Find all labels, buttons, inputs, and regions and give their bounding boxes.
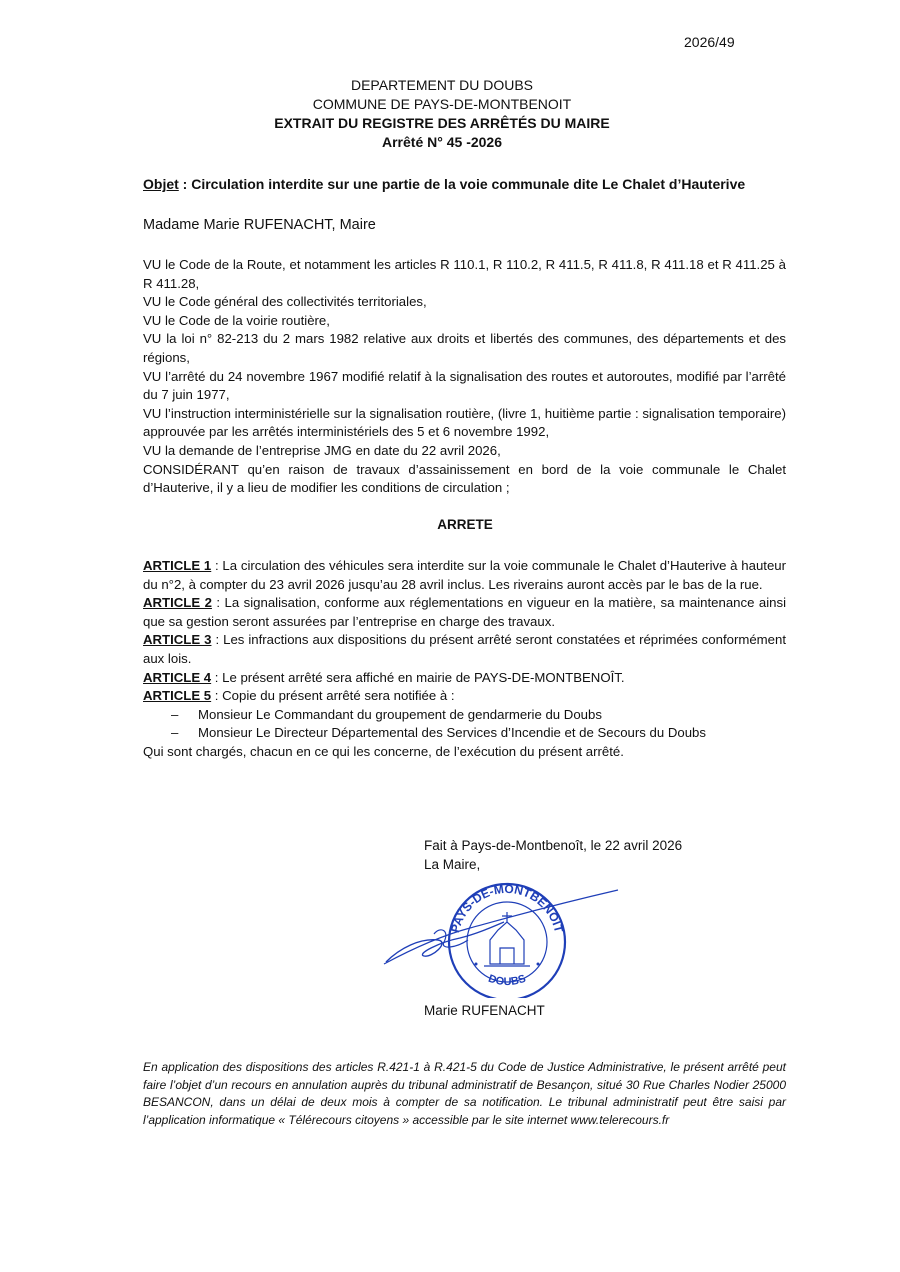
article-text: : Copie du présent arrêté sera notifiée à : bbox=[211, 688, 455, 704]
vu-item: VU le Code de la Route, et notamment les articles R 110.1, R 110.2, R 411.5, R 411.8, R 411.18 et R 411.25 à R 411.28, bbox=[143, 257, 786, 291]
svg-text:PAYS-DE-MONTBENOIT bbox=[448, 882, 566, 935]
vu-item: VU la demande de l’entreprise JMG en date du 22 avril 2026, bbox=[143, 442, 501, 458]
signature-place-date bbox=[424, 836, 682, 874]
svg-text:DOUBS bbox=[487, 973, 528, 988]
recipient-item bbox=[143, 724, 786, 743]
recipient-text: Monsieur Le Directeur Départemental des Services d’Incendie et de Secours du Doubs bbox=[198, 725, 706, 741]
stamp-emblem-icon bbox=[484, 912, 530, 966]
articles-block bbox=[143, 557, 786, 762]
article-2 bbox=[143, 594, 786, 631]
legal-notice: En application des dispositions des articles R.421-1 à R.421-5 du Code de Justice Administrative, le présent arrêté peut faire l’objet d’un recours en annulation auprès du tribunal administratif de Besançon, situé 30 Rue Charles Nodier 25000 BESANCON, dans un délai de deux mois à compter de sa notification. Le tribunal administratif peut être saisi par l’application informatique « Télérecours citoyens » accessible par le site internet www.telerecours.fr bbox=[143, 1060, 786, 1127]
recipients-list bbox=[143, 706, 786, 743]
objet-line bbox=[143, 176, 793, 192]
vu-item: VU l’arrêté du 24 novembre 1967 modifié relatif à la signalisation des routes et autoroutes, modifié par l’arrêté du 7 juin 1977, bbox=[143, 368, 786, 403]
article-label: ARTICLE 5 bbox=[143, 688, 212, 704]
article-4 bbox=[143, 669, 786, 688]
article-label: ARTICLE 2 bbox=[143, 595, 212, 611]
header-commune: COMMUNE DE PAYS-DE-MONTBENOIT bbox=[312, 96, 572, 112]
document-reference: 2026/49 bbox=[684, 34, 735, 50]
vu-item: VU l’instruction interministérielle sur la signalisation routière, (livre 1, huitième partie : signalisation temporaire) approuvée par les arrêtés interministériels des 5 et 6 novembre 1992, bbox=[143, 405, 786, 440]
objet-separator: : bbox=[178, 176, 192, 192]
article-1 bbox=[143, 557, 786, 594]
official-stamp-seal bbox=[380, 878, 630, 998]
vu-item: VU la loi n° 82-213 du 2 mars 1982 relative aux droits et libertés des communes, des départements et des régions, bbox=[143, 331, 786, 365]
recipient-item bbox=[143, 706, 786, 725]
article-text: : Le présent arrêté sera affiché en mairie de PAYS-DE-MONTBENOÎT. bbox=[211, 669, 625, 685]
maire-title: La Maire, bbox=[424, 857, 481, 872]
maire-line: Madame Marie RUFENACHT, Maire bbox=[143, 217, 376, 233]
signature-stroke bbox=[386, 922, 504, 962]
signature-stamp-area bbox=[380, 878, 630, 998]
closing-line: Qui sont chargés, chacun en ce qui les concerne, de l’exécution du présent arrêté. bbox=[143, 743, 624, 759]
article-label: ARTICLE 1 bbox=[143, 558, 212, 573]
article-text: : Les infractions aux dispositions du présent arrêté seront constatées et réprimées conformément aux lois. bbox=[143, 632, 786, 666]
header-arrete-number: Arrêté N° 45 -2026 bbox=[382, 134, 502, 150]
dash-bullet: – bbox=[171, 725, 179, 741]
dash-bullet: – bbox=[171, 706, 179, 722]
arrete-title: ARRETE bbox=[437, 517, 493, 532]
article-5 bbox=[143, 687, 786, 706]
vu-block bbox=[143, 256, 786, 498]
article-label: ARTICLE 3 bbox=[143, 632, 212, 648]
objet-text: Circulation interdite sur une partie de la voie communale dite Le Chalet d’Hauterive bbox=[191, 176, 746, 192]
fait-line: Fait à Pays-de-Montbenoît, le 22 avril 2026 bbox=[424, 838, 683, 853]
stamp-top-text: PAYS-DE-MONTBENOIT bbox=[447, 881, 567, 935]
article-text: : La signalisation, conforme aux réglementations en vigueur en la matière, sa maintenance ainsi que sa gestion seront assurées par l’entreprise en charge des travaux. bbox=[143, 595, 786, 629]
considerant-item: CONSIDÉRANT qu’en raison de travaux d’assainissement en bord de la voie communale le Chalet d’Hauterive, il y a lieu de modifier les conditions de circulation ; bbox=[143, 461, 786, 496]
stamp-bottom-text: DOUBS bbox=[486, 972, 528, 989]
document-header bbox=[0, 76, 884, 152]
article-3 bbox=[143, 631, 786, 668]
vu-item: VU le Code général des collectivités territoriales, bbox=[143, 294, 427, 310]
vu-item: VU le Code de la voirie routière, bbox=[143, 312, 330, 328]
header-registry: EXTRAIT DU REGISTRE DES ARRÊTÉS DU MAIRE bbox=[274, 115, 610, 131]
article-label: ARTICLE 4 bbox=[143, 669, 212, 685]
signer-name: Marie RUFENACHT bbox=[424, 1003, 545, 1018]
recipient-text: Monsieur Le Commandant du groupement de gendarmerie du Doubs bbox=[198, 706, 602, 722]
objet-label: Objet bbox=[143, 176, 179, 192]
header-department: DEPARTEMENT DU DOUBS bbox=[350, 77, 534, 93]
article-text: : La circulation des véhicules sera interdite sur la voie communale le Chalet d’Hauterive à hauteur du n°2, à compter du 23 avril 2026 jusqu’au 28 avril inclus. Les riverains auront accès par le bas de la rue. bbox=[143, 558, 787, 592]
